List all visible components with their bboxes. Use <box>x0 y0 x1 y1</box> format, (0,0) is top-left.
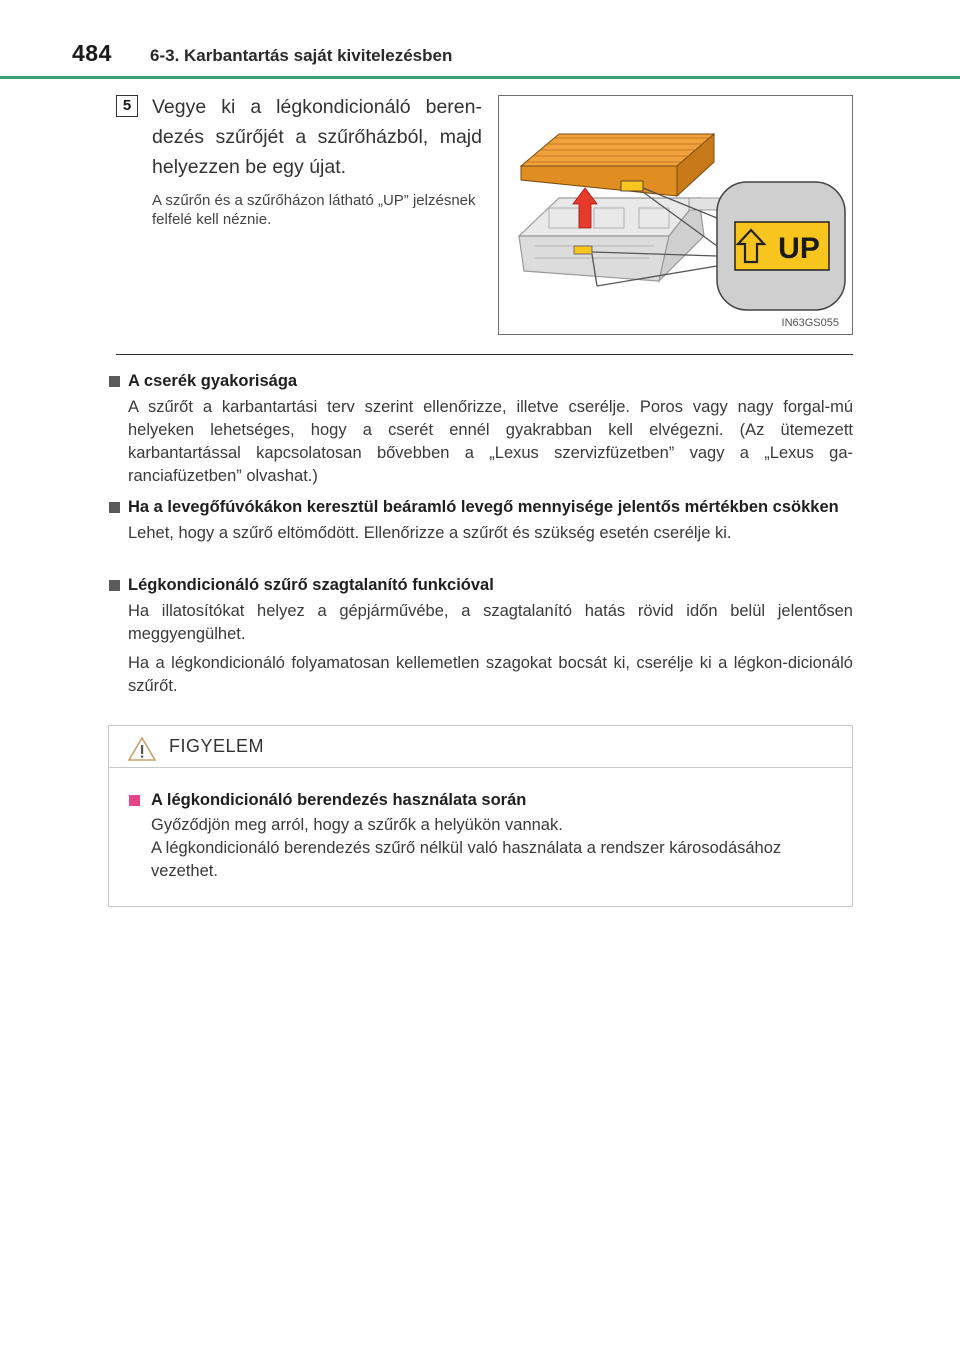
square-bullet-icon <box>109 376 120 387</box>
step-instruction: Vegye ki a légkondicionáló beren-dezés szűrőjét a szűrőházból, majd helyezzen be egy újat. <box>152 96 482 178</box>
page-number: 484 <box>72 40 112 66</box>
info-heading: Ha a levegőfúvókákon keresztül beáramló levegő mennyisége jelentős mértékben csökken <box>108 496 853 518</box>
filter-housing <box>519 198 719 281</box>
step-note: A szűrőn és a szűrőházon látható „UP” jelzésnek felfelé kell néznie. <box>152 192 476 228</box>
caution-line: A légkondicionáló berendezés szűrő nélkül való használata a rendszer károsodásához vezethet. <box>151 839 782 880</box>
filter-illustration <box>498 95 853 335</box>
header-rule <box>0 76 960 79</box>
info-paragraph: Ha illatosítókat helyez a gépjárművébe, a szagtalanító hatás rövid időn belül jelentősen meggyengülhet. <box>128 602 853 643</box>
info-section-frequency <box>108 370 853 488</box>
caution-box <box>108 725 853 907</box>
page-header <box>0 0 960 80</box>
caution-body <box>151 814 841 883</box>
info-paragraph: A szűrőt a karbantartási terv szerint ellenőrizze, illetve cserélje. Poros vagy nagy forgal-mú helyeken lehetséges, hogy a cserét ennél gyakrabban kell elvégezni. (Az ütemezett karbantartással kapcsolatosan bővebben a „Lexus szervizfüzetben” vagy a „Lexus ga-ranciafüzetben” olvashat.) <box>128 398 853 485</box>
info-paragraph: Ha a légkondicionáló folyamatosan kellemetlen szagokat bocsát ki, cserélje ki a légkon-dicionáló szűrőt. <box>128 654 853 695</box>
caution-title: FIGYELEM <box>169 736 265 756</box>
up-label-text: UP <box>778 232 820 265</box>
caution-subheading: A légkondicionáló berendezés használata során <box>129 789 526 811</box>
up-label-callout <box>717 182 845 310</box>
step-number-badge: 5 <box>116 95 138 117</box>
section-title: 6-3. Karbantartás saját kivitelezésben <box>150 46 453 65</box>
filter-diagram-svg <box>499 96 852 334</box>
info-heading: A cserék gyakorisága <box>108 370 853 392</box>
section-separator <box>116 354 853 355</box>
square-bullet-icon <box>129 795 140 806</box>
warning-triangle-icon <box>127 736 157 762</box>
info-heading: Légkondicionáló szűrő szagtalanító funkcióval <box>108 574 853 596</box>
info-paragraph: Lehet, hogy a szűrő eltömődött. Ellenőrizze a szűrőt és szükség esetén cserélje ki. <box>128 524 732 542</box>
info-section-deodorizer <box>108 574 853 698</box>
square-bullet-icon <box>109 502 120 513</box>
info-section-airflow <box>108 496 853 545</box>
caution-header <box>109 726 852 768</box>
cabin-filter <box>521 134 714 196</box>
caution-line: Győződjön meg arról, hogy a szűrők a helyükön vannak. <box>151 816 563 834</box>
figure-code: IN63GS055 <box>781 317 839 329</box>
square-bullet-icon <box>109 580 120 591</box>
